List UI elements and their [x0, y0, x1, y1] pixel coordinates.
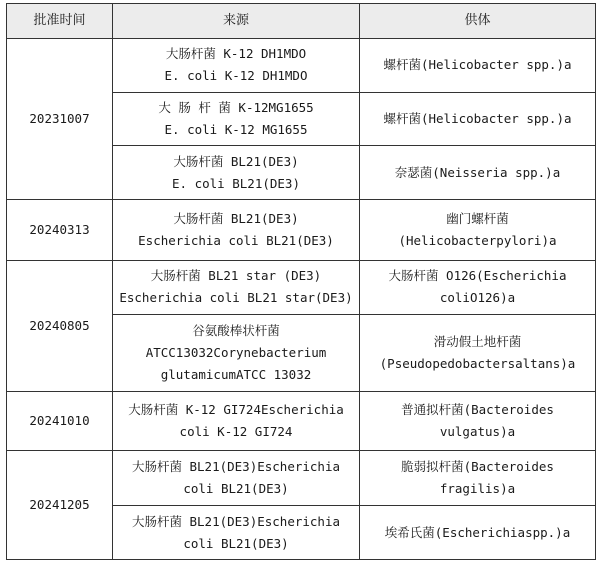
host-cell: 大肠杆菌 O126(Escherichia coliO126)a: [360, 260, 596, 315]
table-row: [7, 199, 596, 260]
header-date: 批准时间: [7, 4, 113, 39]
source-cell: 大肠杆菌 K-12 GI724Escherichia coli K-12 GI724: [113, 392, 360, 451]
host-cell: 脆弱拟杆菌(Bacteroides fragilis)a: [360, 450, 596, 506]
header-source: 来源: [113, 4, 360, 39]
source-cell: 大肠杆菌 BL21(DE3) E. coli BL21(DE3): [113, 146, 360, 200]
table-row: [7, 39, 596, 93]
table-row: [7, 260, 596, 315]
approval-date: 20241205: [7, 450, 113, 559]
header-host: 供体: [360, 4, 596, 39]
approval-date: 20231007: [7, 39, 113, 200]
source-cell: 谷氨酸棒状杆菌 ATCC13032Corynebacterium glutamicumATCC 13032: [113, 315, 360, 392]
host-cell: 奈瑟菌(Neisseria spp.)a: [360, 146, 596, 200]
table-row: [7, 392, 596, 451]
host-cell: 普通拟杆菌(Bacteroides vulgatus)a: [360, 392, 596, 451]
source-cell: 大肠杆菌 BL21(DE3) Escherichia coli BL21(DE3): [113, 199, 360, 260]
host-cell: 螺杆菌(Helicobacter spp.)a: [360, 92, 596, 146]
approval-table: [6, 3, 596, 560]
host-cell: 滑动假土地杆菌 (Pseudopedobactersaltans)a: [360, 315, 596, 392]
source-cell: 大肠杆菌 K-12 DH1MDO E. coli K-12 DH1MDO: [113, 39, 360, 93]
host-cell: 幽门螺杆菌 (Helicobacterpylori)a: [360, 199, 596, 260]
source-cell: 大 肠 杆 菌 K-12MG1655 E. coli K-12 MG1655: [113, 92, 360, 146]
source-cell: 大肠杆菌 BL21(DE3)Escherichia coli BL21(DE3): [113, 450, 360, 506]
approval-date: 20240313: [7, 199, 113, 260]
approval-date: 20241010: [7, 392, 113, 451]
table-header-row: [7, 4, 596, 39]
source-cell: 大肠杆菌 BL21 star (DE3) Escherichia coli BL21 star(DE3): [113, 260, 360, 315]
host-cell: 螺杆菌(Helicobacter spp.)a: [360, 39, 596, 93]
table-row: [7, 450, 596, 506]
approval-date: 20240805: [7, 260, 113, 392]
source-cell: 大肠杆菌 BL21(DE3)Escherichia coli BL21(DE3): [113, 506, 360, 560]
host-cell: 埃希氏菌(Escherichiaspp.)a: [360, 506, 596, 560]
